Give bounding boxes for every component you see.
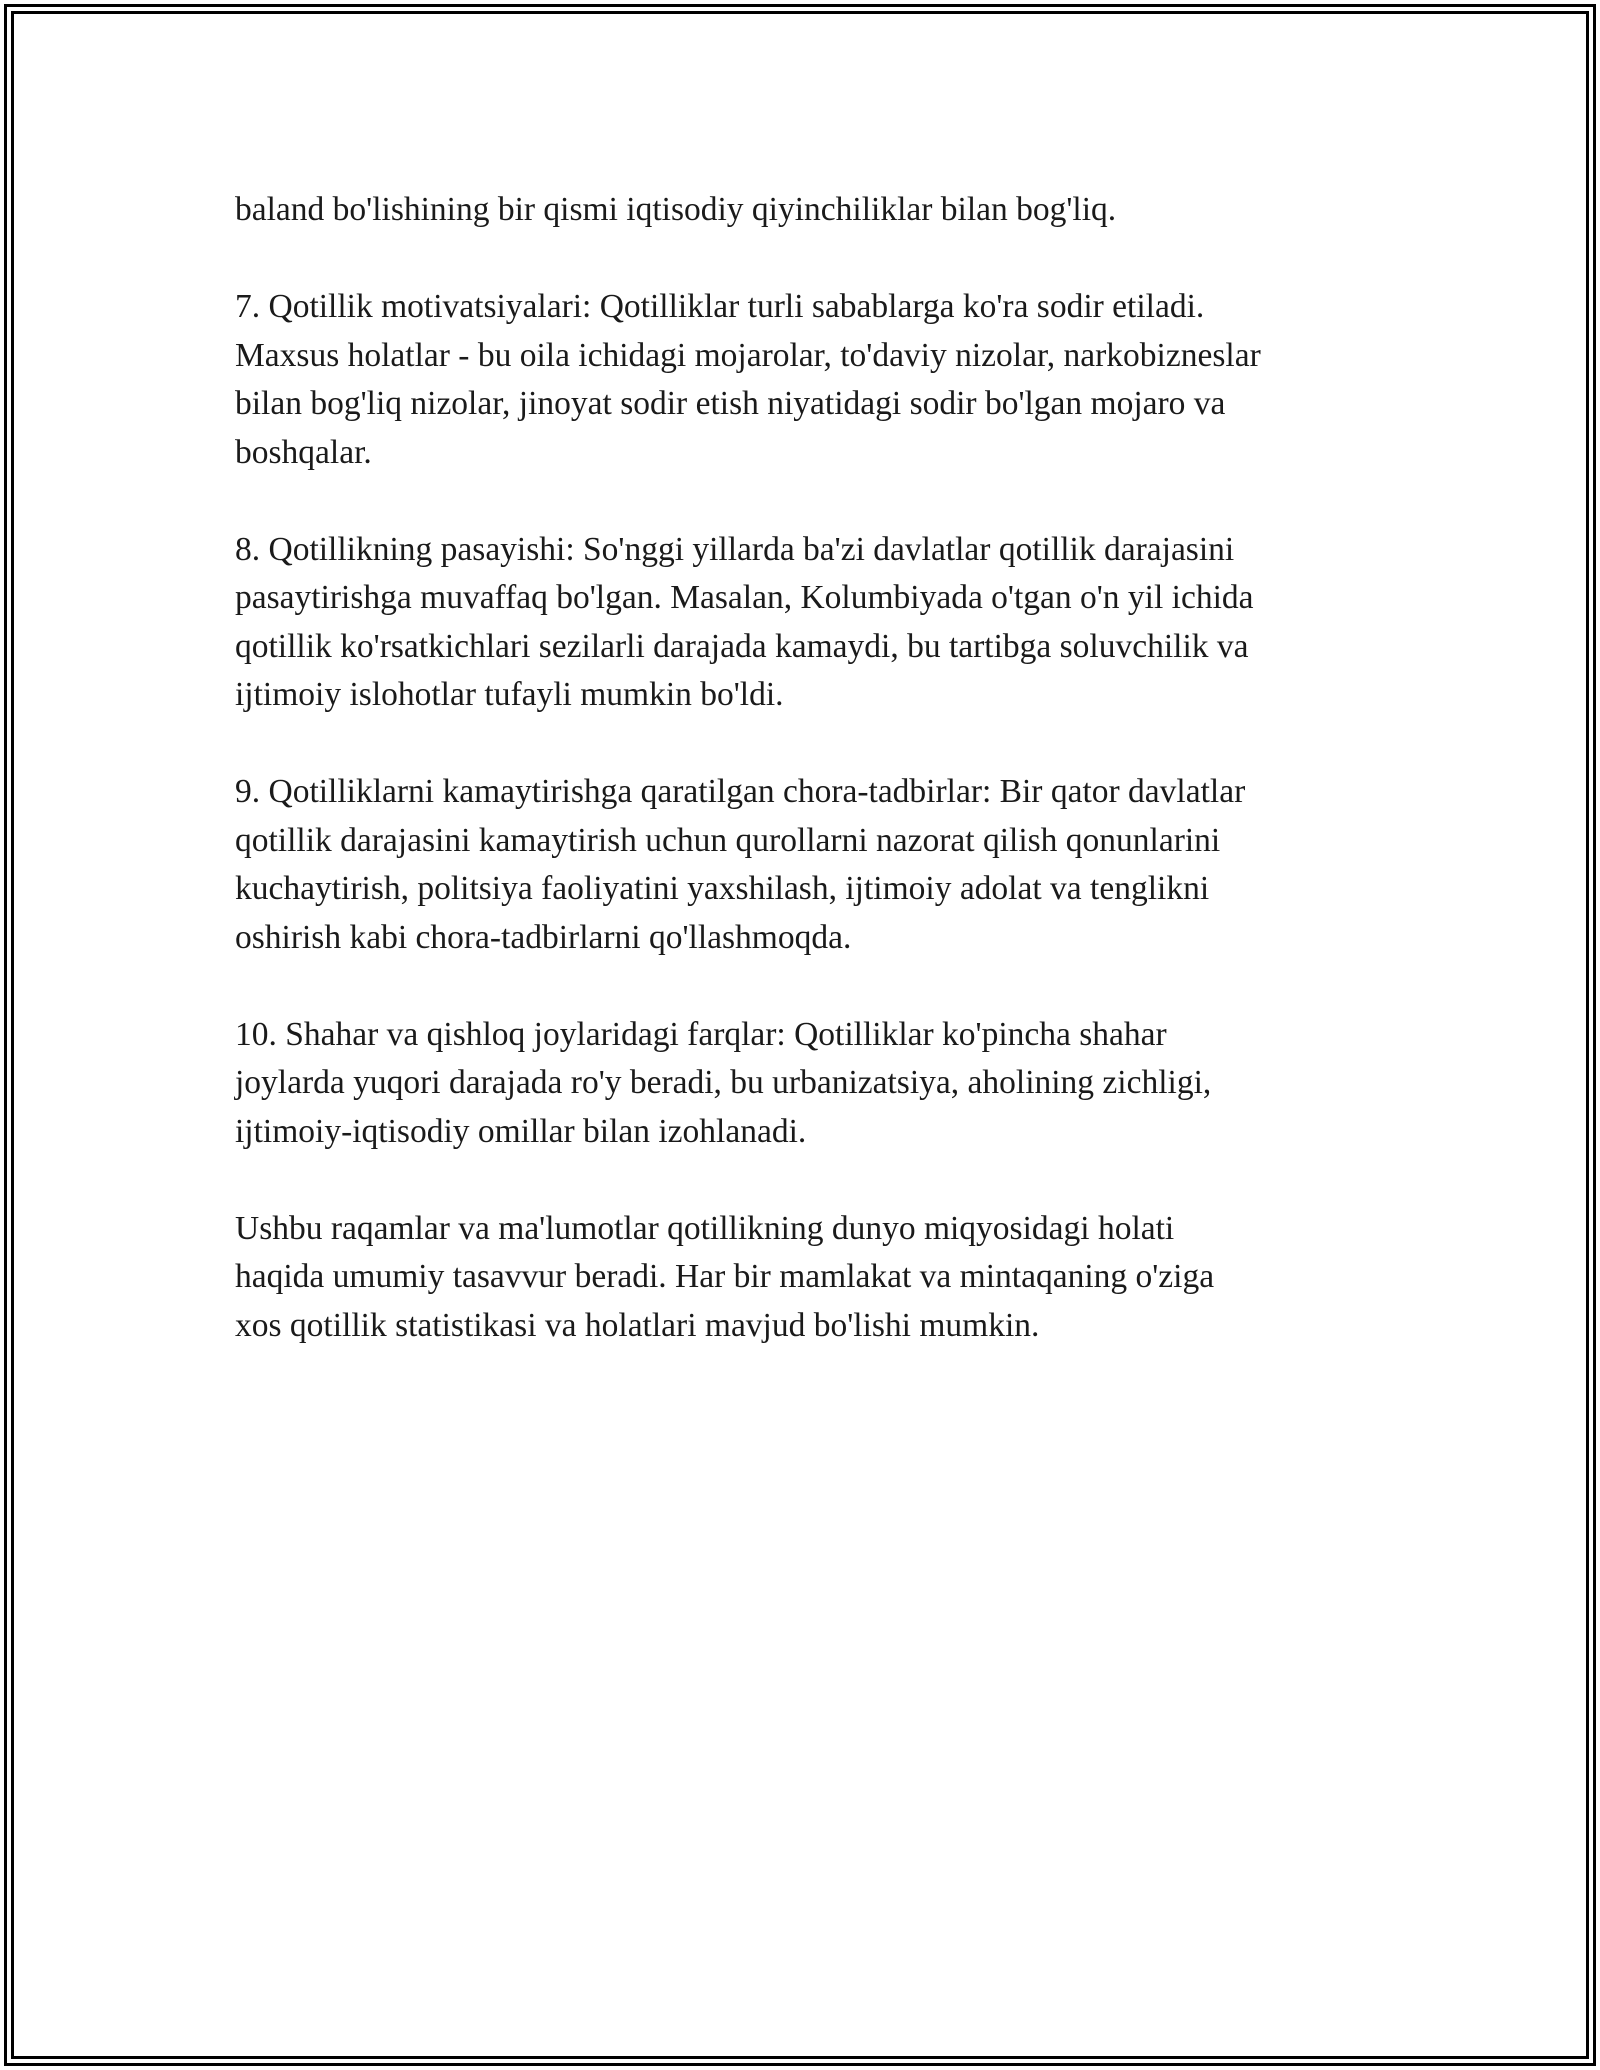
text-line: pasaytirishga muvaffaq bo'lgan. Masalan, Kolumbiyada o'tgan o'n yil ichida: [235, 579, 1254, 616]
text-line: ijtimoiy islohotlar tufayli mumkin bo'ldi.: [235, 676, 784, 713]
text-line: ijtimoiy-iqtisodiy omillar bilan izohlanadi.: [235, 1112, 807, 1150]
paragraph-item-7: [235, 283, 1385, 477]
text-line: 8. Qotillikning pasayishi: So'nggi yillarda ba'zi davlatlar qotillik darajasini: [235, 530, 1235, 568]
paragraph-item-10: [235, 1011, 1385, 1157]
paragraph-continuation: [235, 186, 1385, 235]
text-line: 10. Shahar va qishloq joylaridagi farqlar: Qotilliklar ko'pincha shahar: [235, 1015, 1167, 1053]
text-line: haqida umumiy tasavvur beradi. Har bir mamlakat va mintaqaning o'ziga: [235, 1258, 1215, 1295]
text-line: 7. Qotillik motivatsiyalari: Qotilliklar turli sabablarga ko'ra sodir etiladi.: [235, 288, 1205, 325]
text-line: kuchaytirish, politsiya faoliyatini yaxshilash, ijtimoiy adolat va tenglikni: [235, 870, 1210, 907]
paragraph-item-8: [235, 526, 1385, 720]
text-line: boshqalar.: [235, 433, 372, 471]
text-line: baland bo'lishining bir qismi iqtisodiy qiyinchiliklar bilan bog'liq.: [235, 191, 1117, 228]
text-line: oshirish kabi chora-tadbirlarni qo'llashmoqda.: [235, 918, 852, 956]
text-line: 9. Qotilliklarni kamaytirishga qaratilgan chora-tadbirlar: Bir qator davlatlar: [235, 773, 1246, 810]
text-line: Ushbu raqamlar va ma'lumotlar qotillikning dunyo miqyosidagi holati: [235, 1209, 1175, 1247]
text-line: bilan bog'liq nizolar, jinoyat sodir etish niyatidagi sodir bo'lgan mojaro va: [235, 385, 1226, 422]
text-line: qotillik darajasini kamaytirish uchun qurollarni nazorat qilish qonunlarini: [235, 821, 1221, 859]
text-line: qotillik ko'rsatkichlari sezilarli darajada kamaydi, bu tartibga soluvchilik va: [235, 627, 1249, 665]
text-line: joylarda yuqori darajada ro'y beradi, bu urbanizatsiya, aholining zichligi,: [235, 1064, 1212, 1101]
document-body: [235, 186, 1385, 1350]
paragraph-item-9: [235, 768, 1385, 962]
paragraph-conclusion: [235, 1205, 1385, 1351]
text-line: xos qotillik statistikasi va holatlari mavjud bo'lishi mumkin.: [235, 1306, 1040, 1344]
text-line: Maxsus holatlar - bu oila ichidagi mojarolar, to'daviy nizolar, narkobizneslar: [235, 336, 1261, 374]
